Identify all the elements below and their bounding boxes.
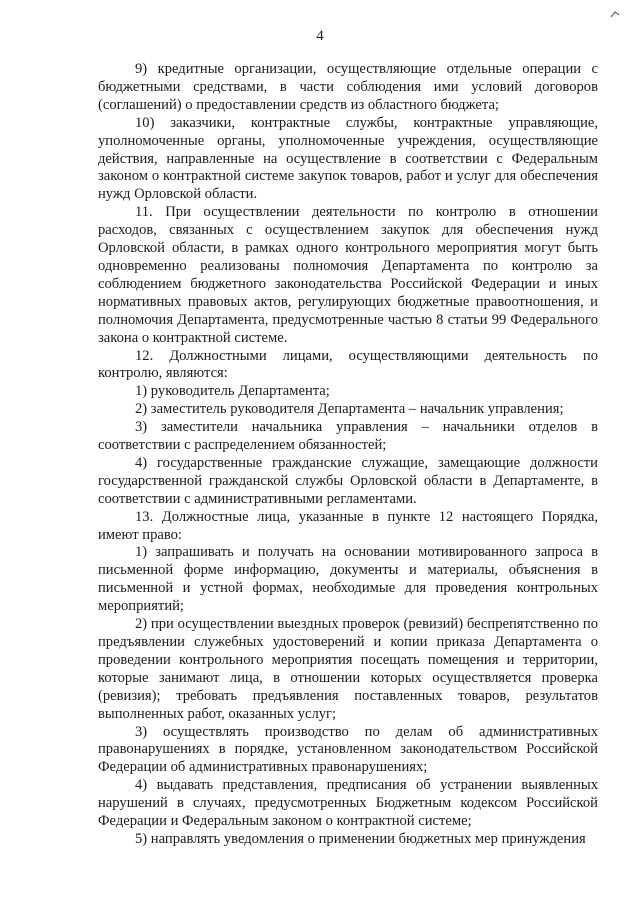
paragraph-12-item-3: 3) заместители начальника управления – начальники отделов в соответствии с распределением обязанностей; [98,419,598,454]
paragraph-9: 9) кредитные организации, осуществляющие отдельные операции с бюджетными средствами, в части соблюдения ими условий договоров (соглашений) о предоставлении средств из областного бюджета; [98,61,598,113]
paragraph-12: 12. Должностными лицами, осуществляющими деятельность по контролю, являются: [98,347,598,382]
paragraph-13-item-2: 2) при осуществлении выездных проверок (ревизий) беспрепятственно по предъявлении служебных удостоверений и копии приказа Департамента о проведении контрольного мероприятия посещать помещения и территории, которые занимают лица, в отношении которых осуществляется проверка (ревизия); требовать предъявления поставленных товаров, результатов выполненных работ, оказанных услуг; [98,616,598,722]
paragraph-13-item-3: 3) осуществлять производство по делам об административных правонарушениях в порядке, установленном законодательством Российской Федерации об административных правонарушениях; [98,723,598,776]
paragraph-12-item-1: 1) руководитель Департамента; [135,383,330,400]
paragraph-13-item-1: 1) запрашивать и получать на основании мотивированного запроса в письменной форме информацию, документы и материалы, объяснения в письменной и устной формах, необходимые для проведения контрольных мероприятий; [98,544,598,615]
paragraph-11: 11. При осуществлении деятельности по контролю в отношении расходов, связанных с осуществлением закупок для обеспечения нужд Орловской области, в рамках одного контрольного мероприятия могут быть одновременно реализованы полномочия Департамента по контролю за соблюдением бюджетного законодательства Российской Федерации и иных нормативных правовых актов, регулирующих бюджетные правоотношения, и полномочия Департамента, предусмотренные частью 8 статьи 99 Федерального закона о контрактной системе. [98,204,598,346]
paragraph-13: 13. Должностные лица, указанные в пункте 12 настоящего Порядка, имеют право: [98,508,598,543]
paragraph-10: 10) заказчики, контрактные службы, контрактные управляющие, уполномоченные органы, уполномоченные учреждения, осуществляющие действия, направленные на осуществление в соответствии с Федеральным законом о контрактной системе закупок товаров, работ и услуг для обеспечения нужд Орловской области. [98,114,598,203]
corner-mark [610,9,620,19]
paragraph-13-item-5: 5) направлять уведомления о применении бюджетных мер принуждения [135,830,586,847]
paragraph-12-item-4: 4) государственные гражданские служащие, замещающие должности государственной гражданской службы Орловской области в Департаменте, в соответствии с административными регламентами. [98,454,598,507]
page-number: 4 [316,28,324,44]
paragraph-13-item-4: 4) выдавать представления, предписания об устранении выявленных нарушений в случаях, предусмотренных Бюджетным кодексом Российской Федерации и Федеральным законом о контрактной системе; [98,777,598,830]
document-body [98,61,598,849]
paragraph-12-item-2: 2) заместитель руководителя Департамента – начальник управления; [135,401,564,418]
